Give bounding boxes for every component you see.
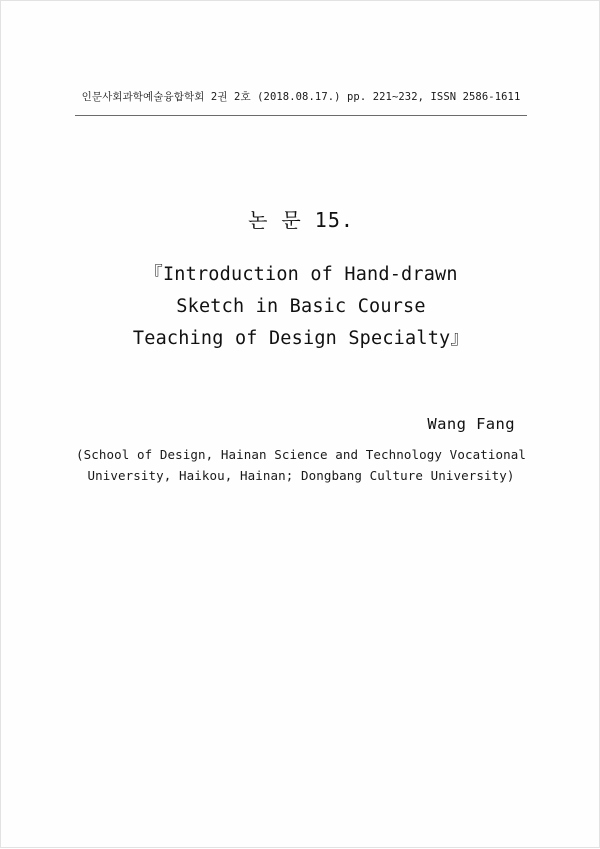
author-affiliation [71, 444, 531, 486]
affiliation-line-1: (School of Design, Hainan Science and Technology Vocational [76, 447, 526, 462]
title-line-3: Teaching of Design Specialty』 [132, 328, 470, 349]
author-name: Wang Fang [427, 415, 515, 433]
paper-number-label: 논 문 15. [248, 208, 354, 232]
journal-header-line: 인문사회과학예술융합학회 2권 2호 (2018.08.17.) pp. 221~232, ISSN 2586-1611 [81, 91, 521, 103]
paper-title [71, 259, 531, 355]
title-line-1: 『Introduction of Hand-drawn [144, 264, 458, 285]
page-content [71, 1, 531, 849]
header-divider [75, 115, 527, 116]
title-line-2: Sketch in Basic Course [176, 296, 426, 317]
affiliation-line-2: University, Haikou, Hainan; Dongbang Culture University) [87, 468, 515, 483]
